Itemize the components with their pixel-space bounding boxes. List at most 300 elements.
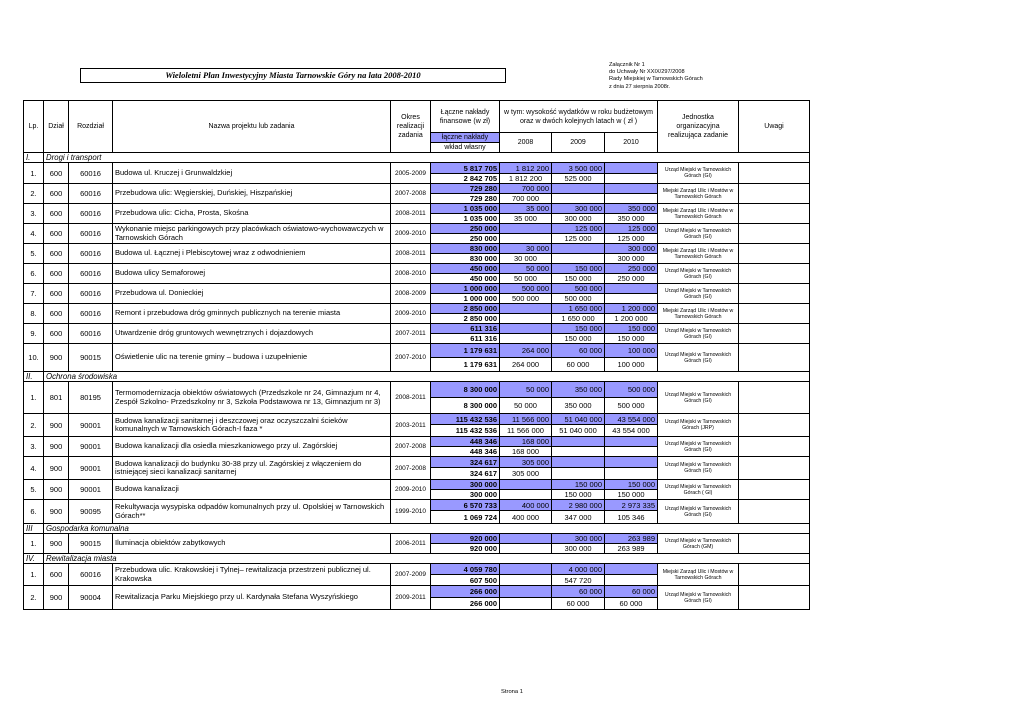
cell-lp: 1. [24,163,44,184]
table-row [24,244,810,254]
cell-2009-total: 3 500 000 [552,163,605,174]
cell-2010-total: 1 200 000 [605,304,658,314]
cell-rozdzial: 60016 [69,163,113,184]
cell-total-outlay: 1 179 631 [431,344,500,358]
cell-unit: Urząd Miejski w Tarnowskich Górach (GI) [658,344,739,372]
attachment-line: z dnia 27 sierpnia 2008r. [609,83,670,90]
section-title: Ochrona środowiska [44,372,810,382]
cell-dzial: 801 [44,382,69,414]
cell-2010-total: 43 554 000 [605,414,658,425]
cell-2009-own: 150 000 [552,334,605,344]
cell-own-contribution: 266 000 [431,598,500,610]
cell-period: 2007-2008 [391,184,431,204]
cell-project-name: Budowa kanalizacji sanitarnej i deszczowej oraz oczyszczalni ścieków komunalnych w Tarnowskich Górach-I faza * [113,414,391,437]
cell-2009-own: 125 000 [552,234,605,244]
cell-2010-own: 43 554 000 [605,425,658,437]
cell-2009-total: 4 000 000 [552,564,605,575]
cell-lp: 2. [24,414,44,437]
cell-2009-total [552,457,605,468]
cell-2010-own: 105 346 [605,511,658,524]
cell-2008-total: 168 000 [500,437,552,447]
section-title: Drogi i transport [44,153,810,163]
cell-remarks [739,324,810,344]
cell-dzial: 900 [44,344,69,372]
cell-2010-total: 125 000 [605,224,658,234]
cell-period: 2007-2008 [391,457,431,480]
page-number: Strona 1 [501,689,523,695]
cell-2008-own: 11 566 000 [500,425,552,437]
cell-total-outlay: 5 817 705 [431,163,500,174]
cell-unit: Urząd Miejski w Tarnowskich Górach (GI) [658,163,739,184]
cell-2008-own: 168 000 [500,447,552,457]
cell-2010-total [605,437,658,447]
cell-2010-own: 60 000 [605,598,658,610]
section-row [24,153,810,163]
cell-2008-own: 264 000 [500,358,552,372]
cell-2008-total: 500 000 [500,284,552,294]
cell-project-name: Wykonanie miejsc parkingowych przy placówkach oświatowo-wychowawczych w Tarnowskich Górach [113,224,391,244]
cell-own-contribution: 1 000 000 [431,294,500,304]
cell-2008-total: 11 566 000 [500,414,552,425]
cell-period: 2009-2010 [391,224,431,244]
cell-2009-own: 350 000 [552,398,605,414]
cell-2010-own: 1 200 000 [605,314,658,324]
cell-unit: Urząd Miejski w Tarnowskich Górach (GI) [658,264,739,284]
cell-2009-total: 2 980 000 [552,500,605,511]
cell-2008-own [500,334,552,344]
cell-rozdzial: 60016 [69,184,113,204]
cell-remarks [739,184,810,204]
cell-unit: Urząd Miejski w Tarnowskich Górach (GI) [658,224,739,244]
cell-dzial: 900 [44,500,69,524]
cell-project-name: Przebudowa ulic: Węgierskiej, Duńskiej, Hiszpańskiej [113,184,391,204]
cell-2009-own: 150 000 [552,274,605,284]
cell-2009-own [552,194,605,204]
cell-2010-own: 150 000 [605,490,658,500]
cell-period: 2005-2009 [391,163,431,184]
cell-2008-total [500,564,552,575]
cell-remarks [739,284,810,304]
cell-period: 2007-2011 [391,324,431,344]
cell-lp: 9. [24,324,44,344]
cell-2008-own [500,314,552,324]
cell-2009-total: 500 000 [552,284,605,294]
cell-2008-total [500,586,552,598]
cell-project-name: Utwardzenie dróg gruntowych wewnętrznych i dojazdowych [113,324,391,344]
cell-project-name: Budowa kanalizacji dla osiedla mieszkaniowego przy ul. Zagórskiej [113,437,391,457]
cell-total-outlay: 6 570 733 [431,500,500,511]
header-laczne: Łączne nakłady finansowe (w zł) [431,101,500,133]
cell-2010-total: 350 000 [605,204,658,214]
section-number: IV. [24,554,44,564]
cell-2010-own [605,174,658,184]
header-wklad: wkład własny [431,143,500,153]
cell-dzial: 600 [44,284,69,304]
cell-own-contribution: 607 500 [431,575,500,586]
cell-2008-total [500,534,552,544]
cell-own-contribution: 729 280 [431,194,500,204]
cell-2008-total: 700 000 [500,184,552,194]
cell-total-outlay: 611 316 [431,324,500,334]
cell-lp: 8. [24,304,44,324]
cell-2008-total: 305 000 [500,457,552,468]
cell-2009-total: 350 000 [552,382,605,398]
header-unit: Jednostka organizacyjna realizująca zadanie [658,101,739,153]
cell-unit: Miejski Zarząd Ulic i Mostów w Tarnowskich Górach [658,304,739,324]
cell-2008-own [500,598,552,610]
cell-2009-total: 60 000 [552,586,605,598]
cell-2010-own [605,447,658,457]
cell-lp: 1. [24,534,44,554]
cell-2010-total: 150 000 [605,324,658,334]
cell-unit: Miejski Zarząd Ulic i Mostów w Tarnowskich Górach [658,204,739,224]
cell-project-name: Przebudowa ulic: Cicha, Prosta, Skośna [113,204,391,224]
header-wtym: w tym: wysokość wydatków w roku budżetowym oraz w dwóch kolejnych latach w ( zł ) [500,101,658,133]
cell-2008-own [500,490,552,500]
cell-2009-total: 125 000 [552,224,605,234]
table-row [24,586,810,598]
header-uwagi: Uwagi [739,101,810,153]
cell-2010-own [605,194,658,204]
cell-2008-own: 35 000 [500,214,552,224]
cell-own-contribution: 611 316 [431,334,500,344]
cell-period: 2008-2011 [391,204,431,224]
cell-remarks [739,344,810,372]
table-row [24,382,810,398]
cell-unit: Urząd Miejski w Tarnowskich Górach (GI) [658,382,739,414]
cell-total-outlay: 324 617 [431,457,500,468]
cell-2008-total: 264 000 [500,344,552,358]
cell-own-contribution: 920 000 [431,544,500,554]
cell-2010-own: 150 000 [605,334,658,344]
table-row [24,264,810,274]
section-number: III [24,524,44,534]
cell-remarks [739,264,810,284]
cell-2008-own [500,544,552,554]
section-number: I. [24,153,44,163]
cell-own-contribution: 300 000 [431,490,500,500]
cell-2010-own: 250 000 [605,274,658,284]
cell-2010-total [605,564,658,575]
cell-project-name: Iluminacja obiektów zabytkowych [113,534,391,554]
header-name: Nazwa projektu lub zadania [113,101,391,153]
cell-2009-total: 300 000 [552,534,605,544]
cell-own-contribution: 2 842 705 [431,174,500,184]
cell-2009-own [552,254,605,264]
cell-lp: 3. [24,204,44,224]
cell-remarks [739,414,810,437]
cell-2010-own: 300 000 [605,254,658,264]
cell-2009-total [552,184,605,194]
section-row [24,554,810,564]
cell-remarks [739,457,810,480]
cell-rozdzial: 90001 [69,457,113,480]
cell-project-name: Budowa ul. Łącznej i Plebiscytowej wraz z odwodnieniem [113,244,391,264]
header-laczne-sub: łączne nakłady [431,133,500,143]
cell-2008-total [500,324,552,334]
cell-2008-total: 1 812 200 [500,163,552,174]
cell-total-outlay: 250 000 [431,224,500,234]
cell-2008-total [500,480,552,490]
cell-2010-own: 263 989 [605,544,658,554]
cell-remarks [739,534,810,554]
cell-2009-total: 60 000 [552,344,605,358]
cell-2009-total: 150 000 [552,480,605,490]
cell-2009-own: 60 000 [552,358,605,372]
cell-2010-total [605,184,658,194]
header-year-2010: 2010 [605,133,658,153]
table-row [24,500,810,511]
section-row [24,372,810,382]
section-title: Gospodarka komunalna [44,524,810,534]
cell-2010-own: 500 000 [605,398,658,414]
cell-total-outlay: 300 000 [431,480,500,490]
cell-total-outlay: 830 000 [431,244,500,254]
cell-2009-total: 51 040 000 [552,414,605,425]
cell-2010-total [605,457,658,468]
cell-own-contribution: 1 179 631 [431,358,500,372]
cell-period: 2007-2010 [391,344,431,372]
cell-period: 2007-2008 [391,437,431,457]
cell-period: 2003-2011 [391,414,431,437]
cell-project-name: Termomodernizacja obiektów oświatowych (Przedszkole nr 24, Gimnazjum nr 4, Zespół Szkolno- Przedszkolny nr 3, Szkoła Podstawowa nr 13, Gimnazjum nr 3) [113,382,391,414]
cell-remarks [739,204,810,224]
cell-2008-total: 50 000 [500,382,552,398]
table-row [24,163,810,174]
cell-2009-own: 150 000 [552,490,605,500]
cell-period: 2007-2009 [391,564,431,586]
table-row [24,184,810,194]
cell-total-outlay: 1 035 000 [431,204,500,214]
cell-own-contribution: 448 346 [431,447,500,457]
cell-total-outlay: 8 300 000 [431,382,500,398]
cell-period: 2008-2011 [391,382,431,414]
cell-remarks [739,304,810,324]
cell-period: 1999-2010 [391,500,431,524]
cell-2010-own [605,575,658,586]
header-dzial: Dział [44,101,69,153]
cell-period: 2008-2009 [391,284,431,304]
cell-2008-own: 30 000 [500,254,552,264]
cell-own-contribution: 2 850 000 [431,314,500,324]
cell-unit: Urząd Miejski w Tarnowskich Górach ( GI) [658,480,739,500]
cell-rozdzial: 90001 [69,480,113,500]
cell-2008-own [500,234,552,244]
cell-project-name: Rekultywacja wysypiska odpadów komunalnych przy ul. Opolskiej w Tarnowskich Górach** [113,500,391,524]
cell-own-contribution: 324 617 [431,468,500,480]
cell-total-outlay: 1 000 000 [431,284,500,294]
cell-lp: 6. [24,264,44,284]
cell-lp: 7. [24,284,44,304]
cell-rozdzial: 60016 [69,264,113,284]
cell-lp: 1. [24,564,44,586]
cell-2010-total: 300 000 [605,244,658,254]
cell-project-name: Remont i przebudowa dróg gminnych publicznych na terenie miasta [113,304,391,324]
cell-remarks [739,564,810,586]
attachment-line: Rady Miejskiej w Tarnowskich Górach [609,76,703,83]
cell-period: 2009-2010 [391,480,431,500]
table-row [24,224,810,234]
cell-unit: Urząd Miejski w Tarnowskich Górach (GI) [658,586,739,610]
cell-2009-total [552,437,605,447]
attachment-line: Załącznik Nr 1 [609,62,645,68]
cell-2009-total [552,244,605,254]
cell-2009-total: 1 650 000 [552,304,605,314]
cell-dzial: 900 [44,534,69,554]
table-row [24,324,810,334]
cell-2010-own: 125 000 [605,234,658,244]
cell-unit: Urząd Miejski w Tarnowskich Górach (GI) [658,437,739,457]
cell-2009-total: 300 000 [552,204,605,214]
cell-lp: 1. [24,382,44,414]
cell-rozdzial: 60016 [69,244,113,264]
cell-own-contribution: 8 300 000 [431,398,500,414]
cell-own-contribution: 450 000 [431,274,500,284]
cell-rozdzial: 90001 [69,437,113,457]
cell-period: 2008-2010 [391,264,431,284]
cell-own-contribution: 1 069 724 [431,511,500,524]
table-row [24,437,810,447]
cell-dzial: 900 [44,457,69,480]
header-okres: Okres realizacji zadania [391,101,431,153]
cell-2008-own: 500 000 [500,294,552,304]
cell-rozdzial: 60016 [69,284,113,304]
cell-rozdzial: 80195 [69,382,113,414]
cell-project-name: Przebudowa ulic. Krakowskiej i Tylnej– rewitalizacja przestrzeni publicznej ul. Krakowska [113,564,391,586]
table-row [24,204,810,214]
cell-2010-own [605,294,658,304]
header-year-2009: 2009 [552,133,605,153]
cell-project-name: Budowa kanalizacji do budynku 30-38 przy ul. Zagórskiej z włączeniem do istniejącej sieci kanalizacji sanitarnej [113,457,391,480]
table-row [24,534,810,544]
cell-total-outlay: 729 280 [431,184,500,194]
cell-total-outlay: 266 000 [431,586,500,598]
cell-total-outlay: 2 850 000 [431,304,500,314]
cell-own-contribution: 830 000 [431,254,500,264]
cell-2008-total: 400 000 [500,500,552,511]
investment-table [23,100,810,610]
cell-2010-own [605,468,658,480]
cell-lp: 10. [24,344,44,372]
cell-total-outlay: 4 059 780 [431,564,500,575]
cell-dzial: 600 [44,564,69,586]
cell-dzial: 900 [44,437,69,457]
cell-total-outlay: 920 000 [431,534,500,544]
cell-2009-own: 60 000 [552,598,605,610]
cell-2008-own: 700 000 [500,194,552,204]
cell-dzial: 600 [44,324,69,344]
cell-2008-own: 1 812 200 [500,174,552,184]
cell-period: 2009-2010 [391,304,431,324]
cell-unit: Urząd Miejski w Tarnowskich Górach (JRP) [658,414,739,437]
cell-2008-own: 50 000 [500,274,552,284]
header-lp: Lp. [24,101,44,153]
cell-2008-own: 50 000 [500,398,552,414]
table-row [24,414,810,425]
section-number: II. [24,372,44,382]
cell-2009-own: 300 000 [552,544,605,554]
section-title: Rewitalizacja miasta [44,554,810,564]
cell-2008-own [500,575,552,586]
cell-dzial: 900 [44,414,69,437]
cell-period: 2006-2011 [391,534,431,554]
cell-2008-own: 400 000 [500,511,552,524]
cell-own-contribution: 115 432 536 [431,425,500,437]
cell-2010-total [605,163,658,174]
cell-dzial: 900 [44,586,69,610]
cell-project-name: Budowa ul. Kruczej i Grunwaldzkiej [113,163,391,184]
cell-2010-total: 60 000 [605,586,658,598]
cell-unit: Urząd Miejski w Tarnowskich Górach (GI) [658,284,739,304]
document-title: Wieloletni Plan Inwestycyjny Miasta Tarnowskie Góry na lata 2008-2010 [80,68,506,83]
section-row [24,524,810,534]
cell-unit: Miejski Zarząd Ulic i Mostów w Tarnowskich Górach [658,244,739,264]
cell-2010-total: 2 973 335 [605,500,658,511]
cell-2008-total: 30 000 [500,244,552,254]
header-year-2008: 2008 [500,133,552,153]
cell-lp: 3. [24,437,44,457]
cell-remarks [739,163,810,184]
cell-unit: Miejski Zarząd Ulic i Mostów w Tarnowskich Górach [658,564,739,586]
cell-rozdzial: 60016 [69,564,113,586]
cell-own-contribution: 250 000 [431,234,500,244]
cell-remarks [739,244,810,264]
cell-lp: 2. [24,184,44,204]
cell-period: 2008-2011 [391,244,431,264]
cell-dzial: 600 [44,224,69,244]
cell-rozdzial: 90015 [69,534,113,554]
cell-lp: 5. [24,244,44,264]
cell-2009-own [552,468,605,480]
table-row [24,344,810,358]
cell-remarks [739,500,810,524]
cell-2009-own [552,447,605,457]
cell-2010-total: 500 000 [605,382,658,398]
cell-2009-own: 347 000 [552,511,605,524]
cell-period: 2009-2011 [391,586,431,610]
cell-dzial: 900 [44,480,69,500]
cell-unit: Miejski Zarząd Ulic i Mostów w Tarnowskich Górach [658,184,739,204]
cell-2010-own: 350 000 [605,214,658,224]
cell-remarks [739,382,810,414]
cell-lp: 4. [24,224,44,244]
cell-2010-own: 100 000 [605,358,658,372]
cell-rozdzial: 60016 [69,324,113,344]
cell-remarks [739,586,810,610]
cell-2009-own: 51 040 000 [552,425,605,437]
cell-dzial: 600 [44,204,69,224]
cell-rozdzial: 90095 [69,500,113,524]
cell-2008-total [500,304,552,314]
cell-2008-total: 50 000 [500,264,552,274]
cell-rozdzial: 60016 [69,204,113,224]
cell-unit: Urząd Miejski w Tarnowskich Górach (GI) [658,457,739,480]
cell-total-outlay: 115 432 536 [431,414,500,425]
table-row [24,480,810,490]
cell-unit: Urząd Miejski w Tarnowskich Górach (GI) [658,500,739,524]
cell-total-outlay: 450 000 [431,264,500,274]
cell-lp: 4. [24,457,44,480]
cell-2008-total [500,224,552,234]
cell-remarks [739,480,810,500]
cell-lp: 2. [24,586,44,610]
cell-2010-total [605,284,658,294]
attachment-note [609,62,703,91]
cell-lp: 6. [24,500,44,524]
cell-2010-total: 250 000 [605,264,658,274]
cell-2010-total: 100 000 [605,344,658,358]
cell-2008-own: 305 000 [500,468,552,480]
